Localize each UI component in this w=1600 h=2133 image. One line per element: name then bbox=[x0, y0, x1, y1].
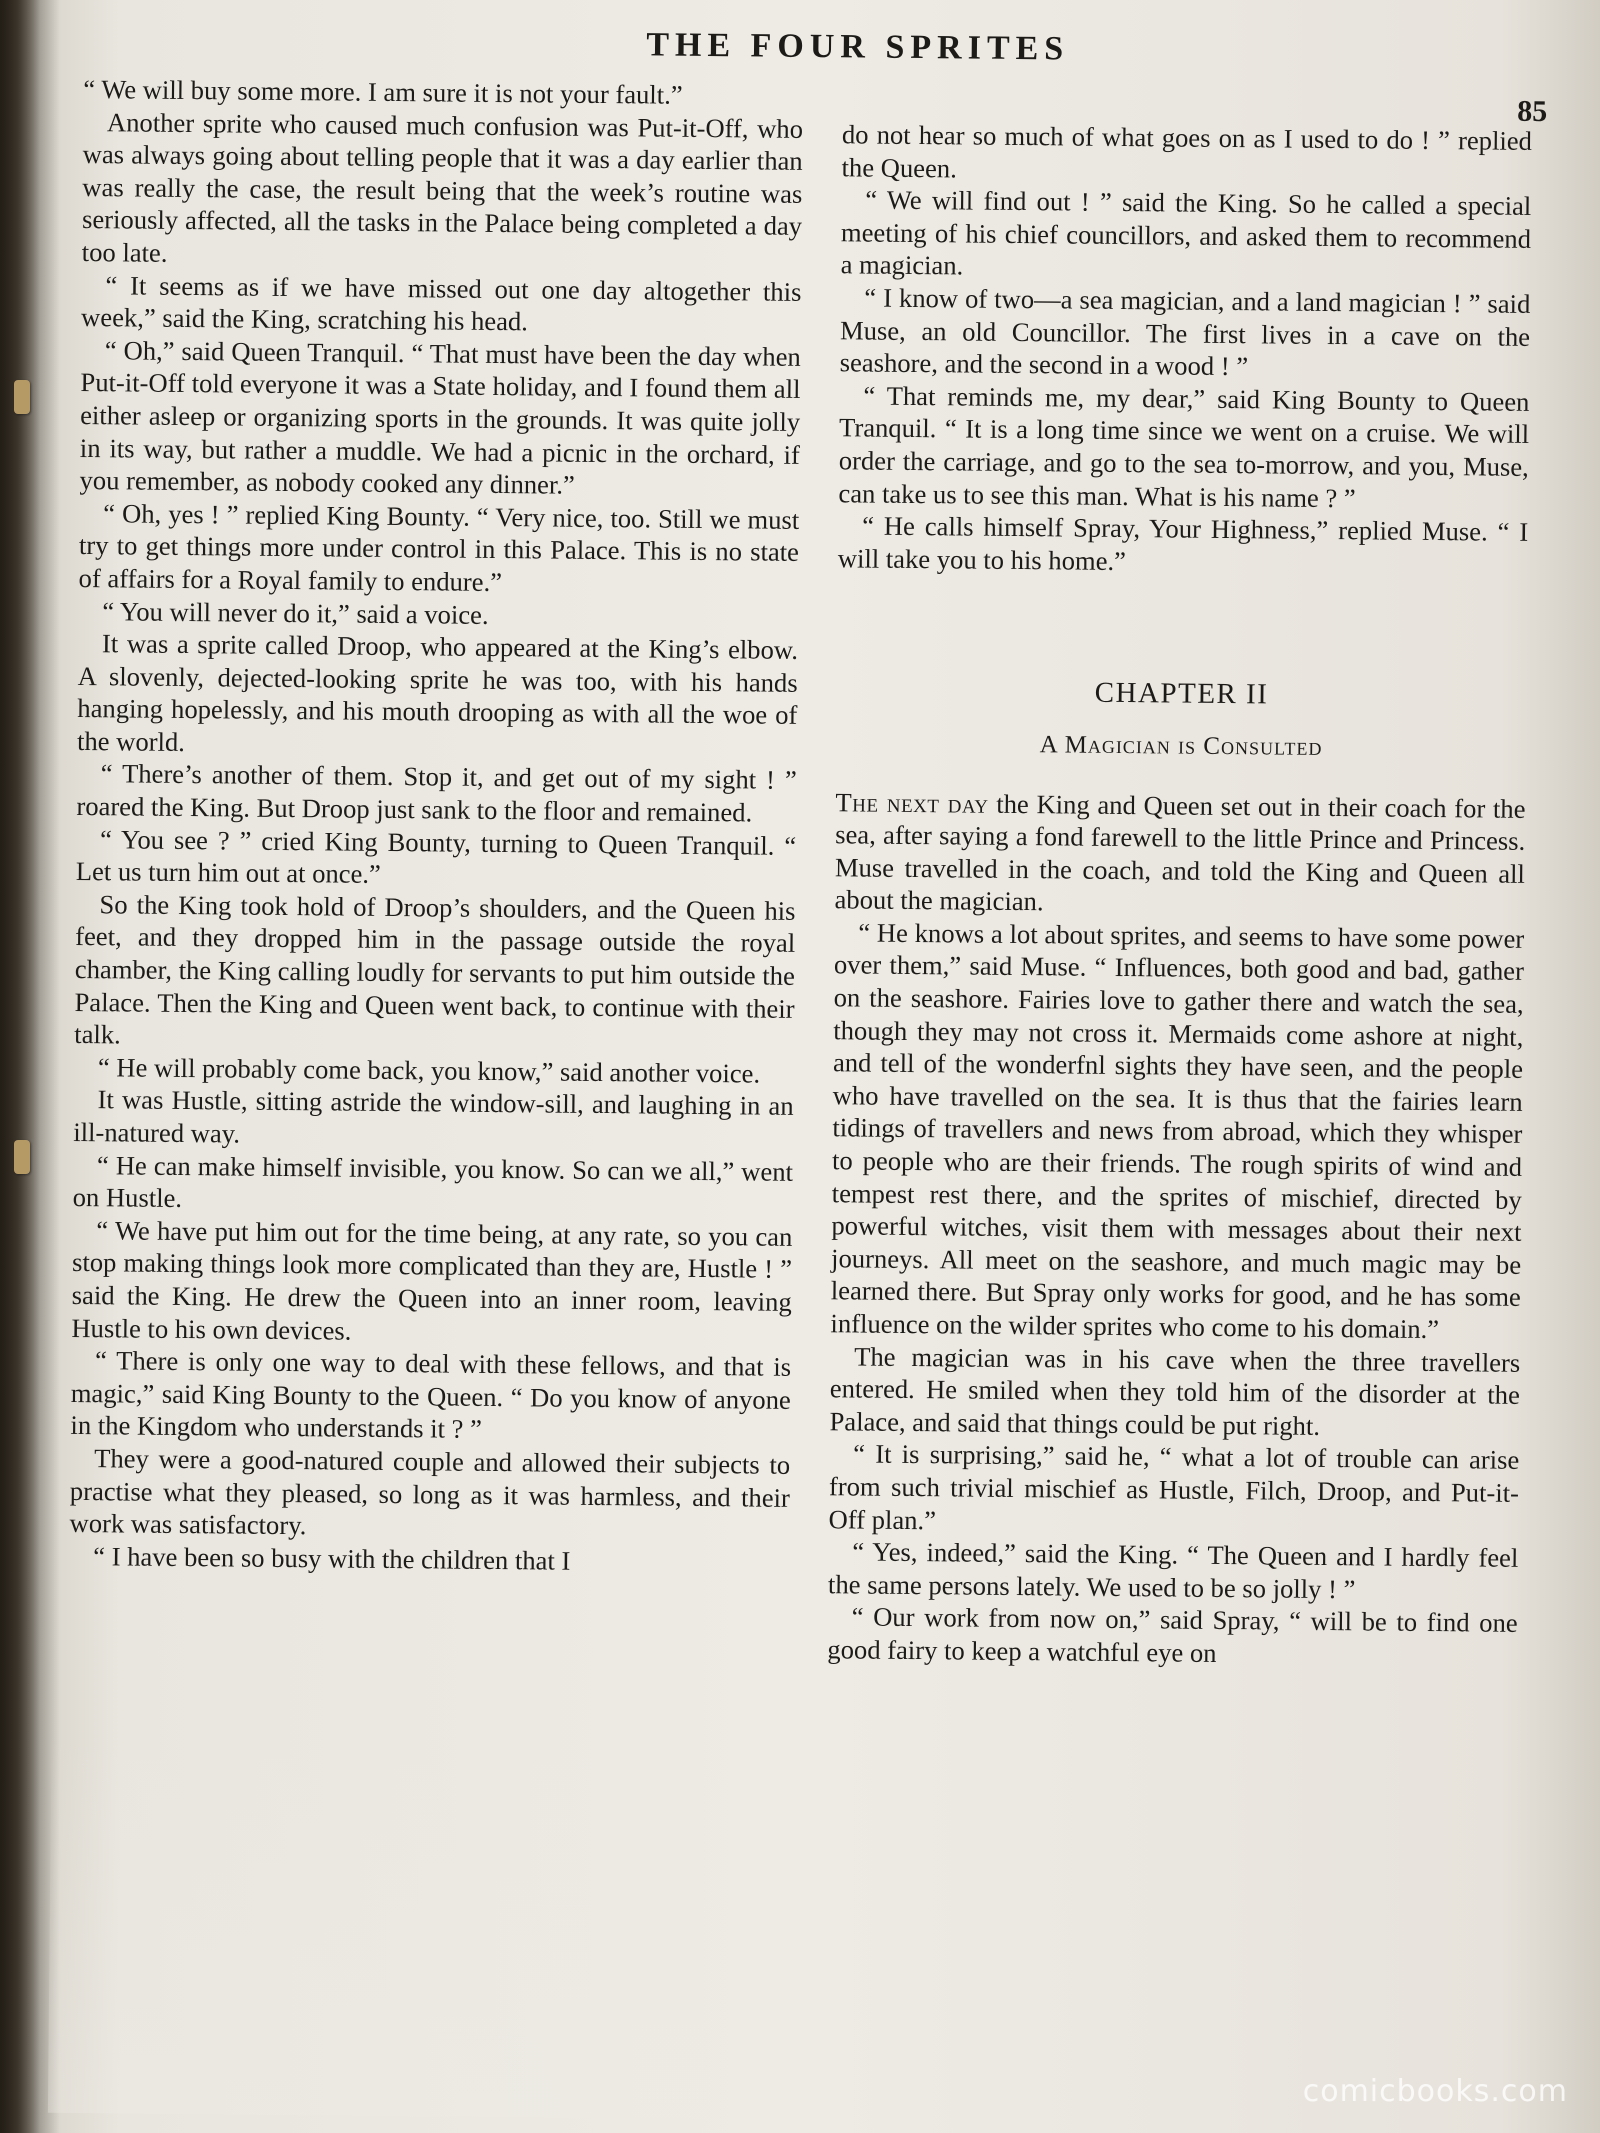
paragraph: “ You see ? ” cried King Bounty, turning to Queen Tranquil. “ Let us turn him out at once.” bbox=[75, 823, 797, 890]
paragraph: “ There is only one way to deal with these fellows, and that is magic,” said King Bounty to the Queen. “ Do you know of anyone in the Kingdom who understands it ? ” bbox=[70, 1345, 792, 1445]
paragraph: “ I know of two—a sea magician, and a land magician ! ” said Muse, an old Councillor. The first lives in a cave on the seashore, and the second in a wood ! ” bbox=[839, 282, 1531, 382]
paragraph: “ Yes, indeed,” said the King. “ The Queen and I hardly feel the same persons lately. We used to be so jolly ! ” bbox=[827, 1536, 1519, 1605]
right-column bbox=[827, 118, 1532, 1672]
running-title: THE FOUR SPRITES bbox=[646, 26, 1070, 68]
lead-in: The next day bbox=[835, 786, 989, 819]
page-number: 85 bbox=[1517, 94, 1548, 129]
paragraph: “ There’s another of them. Stop it, and get out of my sight ! ” roared the King. But Droop just sank to the floor and remained. bbox=[76, 758, 797, 828]
paragraph: So the King took hold of Droop’s shoulders, and the Queen his feet, and they dropped him in the passage outside the royal chamber, the King calling loudly for servants to put him outside the Palace. Then the King and Queen went back, to continue with their talk. bbox=[74, 889, 796, 1050]
paragraph: “ I have been so busy with the children that I bbox=[93, 1540, 571, 1576]
paragraph: “ We will buy some more. I am sure it is not your fault.” bbox=[83, 73, 683, 110]
paragraph: “ Our work from now on,” said Spray, “ will be to find one good fairy to keep a watchful eye on bbox=[827, 1601, 1518, 1668]
paragraph: “ You will never do it,” said a voice. bbox=[102, 595, 489, 630]
paragraph: They were a good-natured couple and allowed their subjects to practise what they pleased, so long as it was harmless, and their work was satisfactory. bbox=[69, 1443, 791, 1541]
paragraph: “ We will find out ! ” said the King. So he called a special meeting of his chief councillors, and asked them to recommend a magician. bbox=[840, 184, 1532, 281]
paragraph: It was Hustle, sitting astride the window-sill, and laughing in an ill-natured way. bbox=[73, 1084, 794, 1149]
staple bbox=[14, 380, 30, 414]
chapter-subheading: A Magician is Consulted bbox=[1039, 731, 1323, 761]
paragraph: Another sprite who caused much confusion was Put-it-Off, who was always going about telling people that it was a day earlier than was really the case, the result being that the week’s routine was seriously affected, all the tasks in the Palace being completed a day too late. bbox=[81, 106, 804, 268]
paragraph: “ It is surprising,” said he, “ what a lot of trouble can arise from such trivial mischief as Hustle, Filch, Droop, and Put-it-Off plan.” bbox=[828, 1438, 1520, 1535]
paragraph-text: the King and Queen set out in their coach for the sea, after saying a fond farewell to the little Prince and Princess. Muse travelled in the coach, and told the King and Queen all about the magician. bbox=[834, 788, 1526, 917]
paragraph: It was a sprite called Droop, who appeared at the King’s elbow. A slovenly, dejected-looking sprite he was too, with his hands hanging hopelessly, and his mouth drooping as with all the woe of the world. bbox=[76, 628, 799, 757]
chapter-opening-paragraph bbox=[834, 786, 1525, 923]
left-column bbox=[69, 73, 803, 1579]
paragraph: “ He calls himself Spray, Your Highness,” replied Muse. “ I will take you to his home.” bbox=[837, 510, 1529, 576]
paragraph: “ He will probably come back, you know,” said another voice. bbox=[97, 1051, 761, 1089]
watermark: comicbooks.com bbox=[1302, 2074, 1568, 2109]
paragraph: “ Oh,” said Queen Tranquil. “ That must have been the day when Put-it-Off told everyone it was a State holiday, and I found them all either asleep or organizing sports in the grounds. It was quite jolly in its way, but rather a muddle. We had a picnic in the orchard, if you remember, as nobody cooked any dinner.” bbox=[79, 334, 801, 500]
paragraph: do not hear so much of what goes on as I used to do ! ” replied the Queen. bbox=[841, 119, 1533, 183]
paragraph: “ He can make himself invisible, you know. So can we all,” went on Hustle. bbox=[72, 1149, 794, 1214]
faded-print-overlay bbox=[48, 1733, 852, 2121]
staple bbox=[14, 1140, 30, 1174]
paragraph: “ It seems as if we have missed out one day altogether this week,” said the King, scratching his head. bbox=[81, 269, 802, 337]
paragraph: The magician was in his cave when the three travellers entered. He smiled when they told him of the disorder at the Palace, and said that things could be put right. bbox=[829, 1341, 1521, 1441]
paragraph: “ That reminds me, my dear,” said King Bounty to Queen Tranquil. “ It is a long time since we went on a cruise. We will order the carriage, and go to the sea to-morrow, and you, Muse, can take us to see this man. What is his name ? ” bbox=[838, 380, 1530, 513]
chapter-heading: CHAPTER II bbox=[1094, 677, 1269, 711]
book-page bbox=[48, 3, 1568, 2127]
paragraph: “ We have put him out for the time being, at any rate, so you can stop making things look more complicated than they are, Hustle ! ” said the King. He drew the Queen into an inner room, leaving Hustle to his own devices. bbox=[71, 1214, 793, 1346]
paragraph: “ He knows a lot about sprites, and seems to have some power over them,” said Muse. “ Influences, both good and bad, gather on the seashore. Fairies love to gather there and watch the sea, though they may not cross it. Mermaids come ashore at night, and tell of the wonderfnl sights they have seen, and the people who have travelled on the sea. It is thus that the fairies learn tidings of travellers and news from abroad, which they whisper to people who are their friends. The rough spirits of wind and tempest rest there, and the sprites of mischief, directed by powerful witches, visit them with messages about their next journeys. All meet on the seashore, and much magic may be learned there. But Spray only works for good, and he has some influence on the wilder sprites who come to his domain.” bbox=[830, 917, 1525, 1345]
paragraph: “ Oh, yes ! ” replied King Bounty. “ Very nice, too. Still we must try to get things more under control in this Palace. This is no state of affairs for a Royal family to endure.” bbox=[78, 497, 800, 597]
